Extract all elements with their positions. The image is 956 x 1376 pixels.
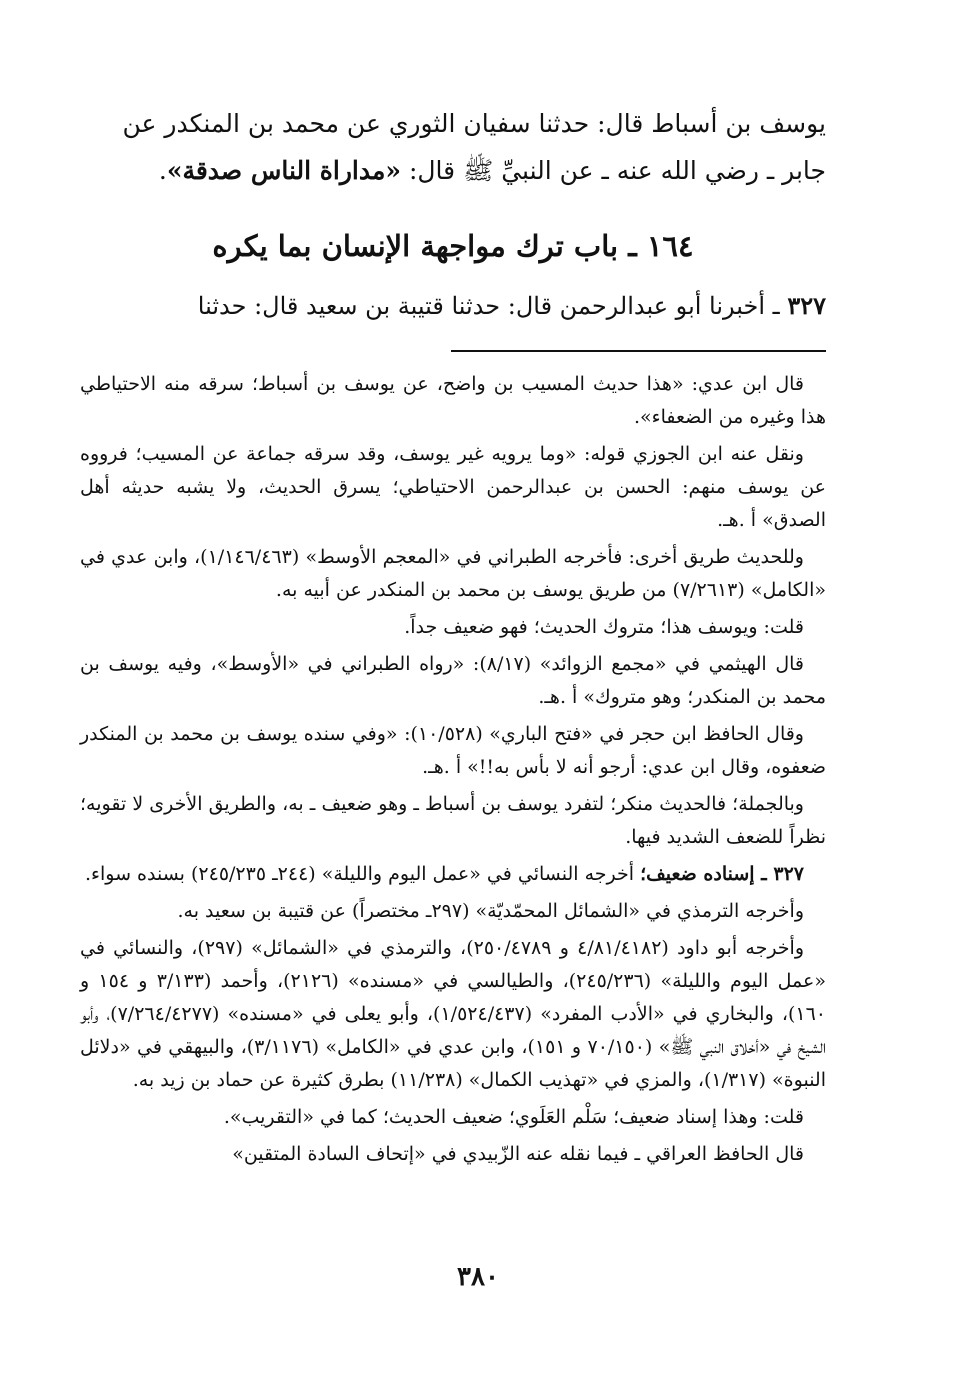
- footnote-paragraph: قال الهيثمي في «مجمع الزوائد» (٨/١٧): «رواه الطبراني في «الأوسط»، وفيه يوسف بن محمد بن المنكدر؛ وهو متروك» أ .هـ.: [80, 653, 826, 708]
- footnote-paragraph: قال الحافظ العراقي ـ فيما نقله عنه الزّبيدي في «إتحاف السادة المتقين»: [232, 1143, 804, 1165]
- footnotes-section: [80, 368, 826, 1171]
- footnote-paragraph: وللحديث طريق أخرى: فأخرجه الطبراني في «المعجم الأوسط» (١/١٤٦/٤٦٣)، وابن عدي في «الكامل» (٧/٢٦١٣) من طريق يوسف بن محمد بن المنكدر عن أبيه به.: [80, 546, 826, 601]
- chapter-title: ١٦٤ ـ باب ترك مواجهة الإنسان بما يكره: [212, 229, 694, 263]
- footnote-paragraph: وأخرجه الترمذي في «الشمائل المحمّديّة» (٢٩٧ـ مختصراً) عن قتيبة بن سعيد به.: [177, 900, 804, 922]
- hadith-number: ٣٢٧: [787, 291, 826, 320]
- hadith-quote: «مداراة الناس صدقة»: [166, 156, 402, 185]
- quote-end: .: [158, 156, 167, 185]
- footnote-paragraph: وأخرجه أبو داود (٤/٨١/٤١٨٢ و ٢٥٠/٤٧٨٩)، والترمذي في «الشمائل» (٢٩٧)، والنسائي في «عمل اليوم والليلة» (٢٤٥/٢٣٦)، والطيالسي في «مسنده» (٢١٢٦)، وأحمد (٣/١٣٣ و ١٥٤ و ١٦٠)، والبخاري في «الأدب المفرد» (١/٥٢٤/٤٣٧)، وأبو يعلى في «مسنده» (٧/٢٦٤/٤٢٧٧)، وأبو الشيخ في «أخلاق النبي ﷺ» (٧٠/١٥٠ و ١٥١)، وابن عدي في «الكامل» (٣/١١٧٦)، والبيهقي في «دلائل النبوة» (١/٣١٧)، والمزي في «تهذيب الكمال» (١١/٢٣٨) بطرق كثيرة عن حماد بن زيد به.: [80, 937, 827, 1091]
- hadith-text: ـ أخبرنا أبو عبدالرحمن قال: حدثنا قتيبة بن سعيد قال: حدثنا: [197, 292, 788, 320]
- footnote-paragraph: قلت: وهذا إسناد ضعيف؛ سَلْم العَلَوي؛ ضعيف الحديث؛ كما في «التقريب».: [223, 1106, 804, 1128]
- main-paragraph: [80, 100, 826, 194]
- footnote-paragraph-327: ٣٢٧ ـ إسناده ضعيف؛ أخرجه النسائي في «عمل اليوم والليلة» (٢٤٤ـ ٢٤٥/٢٣٥) بسنده سواء.: [85, 863, 804, 885]
- footnote-paragraph: قلت: ويوسف هذا؛ متروك الحديث؛ فهو ضعيف جداً.: [404, 616, 804, 638]
- footnote-paragraph: ونقل عنه ابن الجوزي قوله: «وما يرويه غير يوسف، وقد سرقه جماعة عن المسيب؛ فرووه عن يوسف منهم: الحسن بن عبدالرحمن الاحتياطي؛ يسرق الحديث، ولا يشبه حديثه أهل الصدق» أ .هـ.: [80, 443, 826, 531]
- footnote-paragraph: قال ابن عدي: «هذا حديث المسيب بن واضح، عن يوسف بن أسباط؛ سرقه منه الاحتياطي هذا وغيره من الضعفاء».: [80, 373, 826, 428]
- main-line-1: يوسف بن أسباط قال: حدثنا سفيان الثوري عن محمد بن المنكدر عن: [122, 109, 826, 138]
- hadith-intro: [80, 284, 826, 328]
- main-line-2: جابر ـ رضي الله عنه ـ عن النبيِّ ﷺ قال:: [401, 156, 826, 185]
- footnote-paragraph: وقال الحافظ ابن حجر في «فتح الباري» (١٠/٥٢٨): «وفي سنده يوسف بن محمد بن المنكدر ضعفوه، وقال ابن عدي: أرجو أنه لا بأس به!!» أ .هـ.: [80, 723, 826, 778]
- footnote-paragraph: وبالجملة؛ فالحديث منكر؛ لتفرد يوسف بن أسباط ـ وهو ضعيف ـ به، والطريق الأخرى لا تقويه؛ نظراً للضعف الشديد فيها.: [80, 793, 826, 848]
- page-number: ٣٨٠: [457, 1262, 499, 1292]
- footnote-divider: [451, 350, 826, 352]
